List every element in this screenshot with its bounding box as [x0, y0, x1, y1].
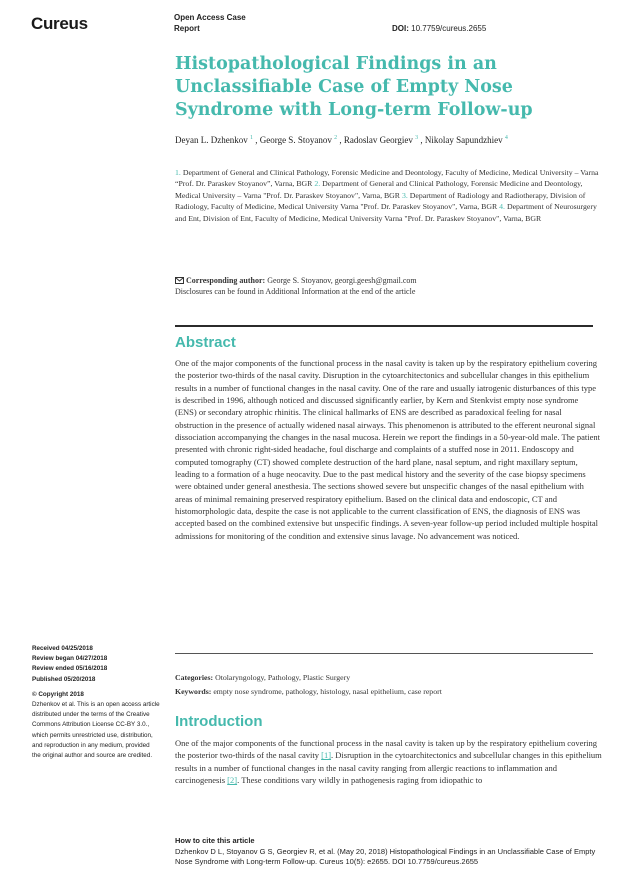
disclosures-note: Disclosures can be found in Additional Information at the end of the article [175, 287, 416, 297]
affiliation-text: Department of General and Clinical Pathology, Forensic Medicine and Deontology, Medical University – Varna "Prof. Dr. Paraskev Stoyanov", Varna, BGR [175, 179, 583, 200]
introduction-text [175, 737, 602, 786]
affiliation-number: 1. [175, 168, 181, 177]
review-began-date [32, 654, 160, 664]
author-affiliation-number: 4 [504, 135, 508, 141]
abstract-heading: Abstract [175, 334, 236, 351]
categories-label: Categories: [175, 673, 214, 682]
article-metadata [175, 671, 605, 698]
affiliation-number: 3. [401, 190, 408, 200]
author-affiliation-number: 2 [334, 135, 338, 141]
affiliation-text: Department of Radiology and Radiotherapy, Division of Radiology, Faculty of Medicine, Medical University Varna "Prof. Dr. Paraskev Stoyanov", Varna, BGR [175, 190, 586, 212]
review-ended-value: 05/16/2018 [75, 665, 108, 673]
abstract-divider [175, 653, 593, 654]
article-type-line-1: Open Access Case [174, 13, 246, 22]
corresponding-author-contact[interactable]: George S. Stoyanov, georgi.geesh@gmail.com [267, 276, 417, 285]
introduction-text-part: One of the major components of the functional process in the nasal cavity is taken up by the respiratory epithelium covering the posterior two-thirds of the nasal cavity [175, 738, 598, 761]
received-label: Received [32, 645, 60, 652]
reference-link[interactable]: [1] [321, 750, 332, 761]
copyright-year: 2018 [69, 690, 84, 698]
article-type-line-2: Report [174, 23, 200, 33]
review-ended-date [32, 664, 160, 674]
published-value: 05/20/2018 [63, 675, 96, 683]
affiliation-number: 4. [499, 202, 505, 212]
copyright-line [32, 690, 160, 700]
article-title: Histopathological Findings in an Unclassifiable Case of Empty Nose Syndrome with Long-term Follow-up [175, 54, 533, 120]
review-began-label: Review began [32, 655, 74, 663]
envelope-icon [175, 277, 184, 284]
corresponding-author-label: Corresponding author: [186, 276, 266, 285]
how-to-cite [175, 836, 605, 868]
author-name[interactable]: Nikolay Sapundzhiev [424, 135, 503, 145]
received-date [32, 644, 160, 654]
article-type [174, 13, 246, 34]
keywords-label: Keywords: [175, 686, 212, 696]
affiliation-number: 2. [314, 179, 321, 189]
categories-line [175, 671, 605, 685]
doi-label: DOI: [392, 24, 409, 33]
abstract-text: One of the major components of the functional process in the nasal cavity is taken up by the respiratory epithelium covering the posterior two-thirds of the nasal cavity. Disruption in the cytoarchitectonics and subcellular changes in this epithelium results in a number of functional changes in the nasal cavity. One of the rare and usually iatrogenic disturbances of this type is described in 1996, although noticed and discussed significantly earlier, by Kern and Stenkvist empty nose syndrome (ENS) or secondary atrophic rhinitis. The clinical hallmarks of ENS are described as paradoxical feeling for nasal obstruction in the presence of actually widened nasal airways. This phenomenon is attributed to the efferent neuronal signal dissociation accompanying the changes in the nasal mucosa. Herein we report the findings in a 50-year-old male. The patient presented with chronic right-sided headache, foul discharge and complaints of a stuffed nose in 2011. Endoscopy and computed tomography (CT) showed complete destruction of the hard plane, nasal septum, and right maxillary septum, leading to a formation of a huge neocavity. Due to the past medical history and the severity of the case biopsy specimens were obtained under general anesthesia. The sections showed severe but unspecific changes of the nasal epithelium with areas of minimal remaining preserved respiratory epithelium. Based on the clinical data and endoscopic, CT and histomorphologic data, despite the case is not applicable to the current classification of ENS, the diagnosis of ENS was accepted based on the combined extensive but unspecific findings. A seven-year follow-up period included multiple hospital admissions for monitoring of the condition and extensive sinus lavage. No advancement was noticed. [175, 358, 601, 541]
review-began-value: 04/27/2018 [75, 655, 108, 663]
doi-value: 10.7759/cureus.2655 [411, 24, 487, 33]
author-affiliation-number: 3 [415, 135, 419, 141]
affiliations [175, 167, 602, 224]
affiliation-text: Department of Neurosurgery and Ent, Division of Ent, Faculty of Medicine, Medical University Varna "Prof. Dr. Paraskev Stoyanov", Varna, BGR [175, 202, 597, 223]
published-label: Published [32, 675, 63, 683]
corresponding-author-block [175, 275, 605, 298]
how-to-cite-text: Dzhenkov D L, Stoyanov G S, Georgiev R, et al. (May 20, 2018) Histopathological Findings in an Unclassifiable Case of Empty Nose Syndrome with Long-term Follow-up. Cureus 10(5): e2655. DOI 10.7759/cureus.2655 [175, 846, 596, 866]
journal-logo: Cureus [31, 14, 88, 33]
introduction-text-part: . Disruption in the cytoarchitectonics and subcellular changes in this epithelium results in a number of functional changes in the nasal cavity ranging from allergic reactions to inflammation and carcinogenesis [175, 750, 602, 786]
keywords-value: empty nose syndrome, pathology, histology, nasal epithelium, case report [213, 686, 442, 696]
section-divider [175, 325, 593, 327]
reference-link[interactable]: [2] [227, 775, 238, 786]
review-ended-label: Review ended [32, 665, 74, 673]
publication-sidebar [32, 644, 160, 761]
introduction-text-part: . These conditions vary wildly in pathogenesis raging from idiopathic to [237, 775, 483, 786]
affiliation-text: Department of General and Clinical Pathology, Forensic Medicine and Deontology, Faculty of Medicine, Medical University – Varna “Prof. Dr. Paraskev Stoyanov”, Varna, BGR [175, 168, 599, 189]
published-date [32, 675, 160, 685]
categories-value: Otolaryngology, Pathology, Plastic Surgery [215, 673, 351, 682]
header-doi [392, 24, 486, 33]
license-text: Dzhenkov et al. This is an open access article distributed under the terms of the Creative Commons Attribution License CC-BY 3.0., which permits unrestricted use, distribution, and reproduction in any medium, provided the original author and source are credited. [32, 701, 160, 760]
how-to-cite-heading: How to cite this article [175, 836, 255, 845]
received-value: 04/25/2018 [61, 645, 93, 652]
copyright-label: © Copyright [32, 690, 69, 698]
author-name[interactable]: Deyan L. Dzhenkov [175, 135, 248, 145]
author-list: Deyan L. Dzhenkov $^1$ , George S. Stoyanov $^2$ , Radoslav Georgiev $^3$ , Nikolay Sapundzhiev $^4$ [175, 135, 508, 145]
author-name[interactable]: George S. Stoyanov [259, 135, 332, 145]
author-affiliation-number: 1 [249, 135, 253, 141]
author-name[interactable]: Radoslav Georgiev [343, 135, 413, 145]
keywords-line [175, 685, 605, 699]
introduction-heading: Introduction [175, 713, 263, 730]
